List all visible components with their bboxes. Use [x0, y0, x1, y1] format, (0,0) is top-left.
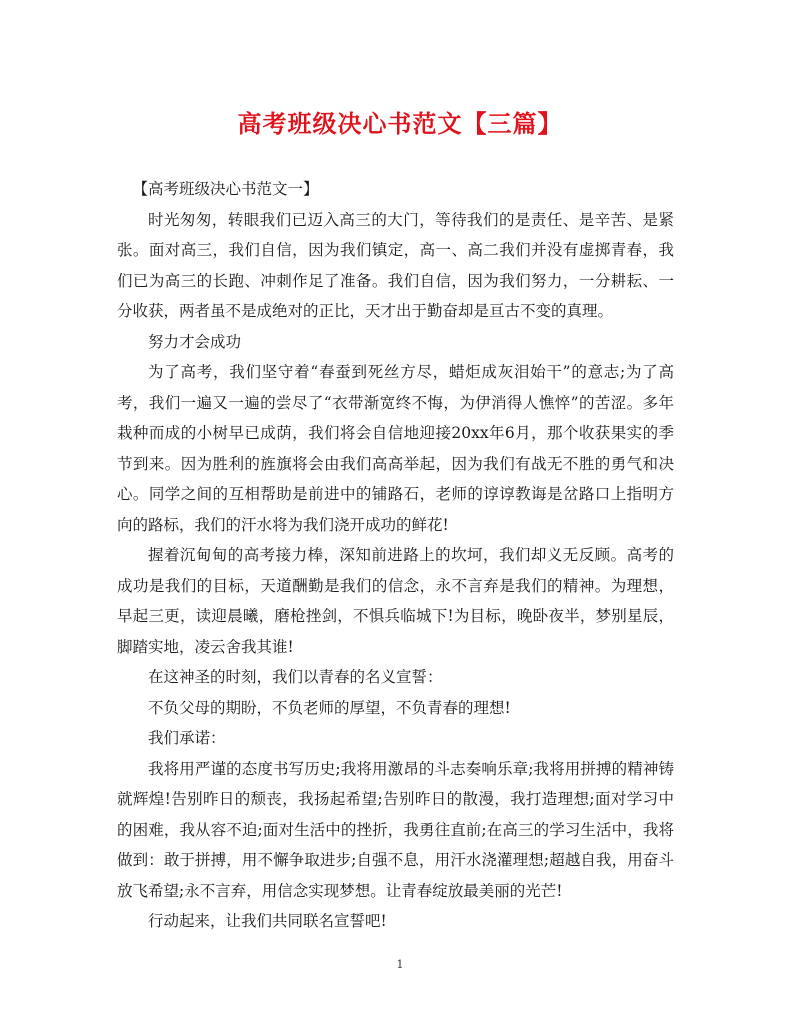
paragraph: 不负父母的期盼，不负老师的厚望，不负青春的理想! [148, 698, 511, 717]
paragraph: 我们承诺： [148, 729, 226, 747]
paragraph: 时光匆匆，转眼我们已迈入高三的大门，等待我们的是责任、是辛苦、是紧张。面对高三，我们自信，因为我们镇定，高一、高二我们并没有虚掷青春，我们已为高三的长跑、冲刺作足了准备。我们自信，因为我们努力，一分耕耘、一分收获，两者虽不是成绝对的正比，天才出于勤奋却是亘古不变的真理。 [117, 210, 674, 320]
document-body [117, 174, 674, 937]
paragraph: 握着沉甸甸的高考接力棒，深知前进路上的坎坷，我们却义无反顾。高考的成功是我们的目标，天道酬勤是我们的信念，永不言弃是我们的精神。为理想，早起三更，读迎晨曦，磨枪挫剑，不惧兵临城下!为目标，晚卧夜半，梦别星辰，脚踏实地，凌云舍我其谁! [117, 546, 674, 656]
section-heading: 【高考班级决心书范文一】 [132, 180, 319, 198]
page-number: 1 [396, 958, 404, 971]
document-title: 高考班级决心书范文【三篇】 [237, 109, 563, 138]
paragraph: 行动起来，让我们共同联名宣誓吧! [148, 912, 387, 930]
paragraph: 为了高考，我们坚守着“春蚕到死丝方尽，蜡炬成灰泪始干”的意志;为了高考，我们一遍又一遍的尝尽了“衣带渐宽终不悔，为伊消得人憔悴”的苦涩。多年栽种而成的小树早已成荫，我们将会自信地迎接20xx年6月，那个收获果实的季节到来。因为胜利的旌旗将会由我们高高举起，因为我们有战无不胜的勇气和决心。同学之间的互相帮助是前进中的铺路石，老师的谆谆教诲是岔路口上指明方向的路标，我们的汗水将为我们浇开成功的鲜花! [117, 363, 674, 534]
paragraph: 我将用严谨的态度书写历史;我将用激昂的斗志奏响乐章;我将用拼搏的精神铸就辉煌!告别昨日的颓丧，我扬起希望;告别昨日的散漫，我打造理想;面对学习中的困难，我从容不迫;面对生活中的挫折，我勇往直前;在高三的学习生活中，我将做到：敢于拼搏，用不懈争取进步;自强不息，用汗水浇灌理想;超越自我，用奋斗放飞希望;永不言弃，用信念实现梦想。让青春绽放最美丽的光芒! [117, 759, 674, 900]
paragraph: 努力才会成功 [148, 332, 242, 351]
paragraph: 在这神圣的时刻，我们以青春的名义宣誓： [148, 668, 443, 686]
